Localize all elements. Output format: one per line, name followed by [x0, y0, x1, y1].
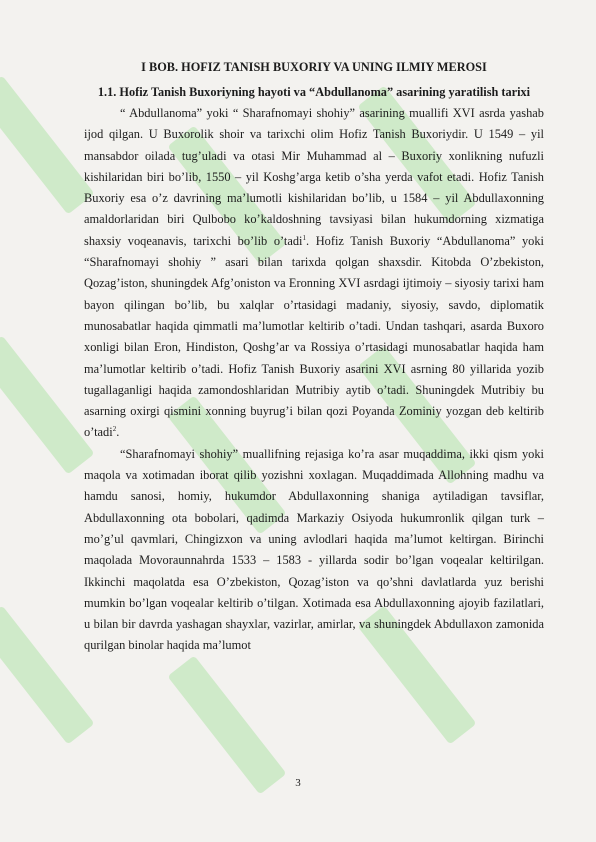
page-content [84, 58, 544, 657]
paragraph: “Sharafnomayi shohiy” muallifning rejasiga ko’ra asar muqaddima, ikki qism yoki maqola va xotimadan iborat qilib yozishni xoxlagan. Muqaddimada Allohning madhu va hamdu sanosi, homiy, hukumdor Abdullaxonning shaniga aytiladigan tavsiflar, Abdullaxonning ota bobolari, qadimda Markaziy Osiyoda hukumronlik qilgan turk – mo’g’ul qavmlari, Chingizxon va uning avlodlari haqida ma’lumot keltirgan. Birinchi maqolada Movoraunnahrda 1533 – 1583 - yillarda sodir bo’lgan voqealar keltirilgan. Ikkinchi maqolatda esa O’zbekiston, Qozag’iston va qo’shni davlatlarda yuz berishi mumkin bo’lgan voqealar keltirib o’tilgan. Xotimada esa Abdullaxonning ajoyib fazilatlari, u bilan bir davrda yashagan shayxlar, vazirlar, amirlar, va shuningdek Abdullaxon zamonida qurilgan binolar haqida ma’lumot [84, 446, 544, 653]
section-title: 1.1. Hofiz Tanish Buxoriyning hayoti va “Abdullanoma” asarining yaratilish tarixi [97, 85, 531, 99]
watermark-stripe [167, 655, 286, 794]
paragraph-text: “ Abdullanoma” yoki “ Sharafnomayi shohiy” asarining muallifi XVI asrda yashab ijod qilgan. U Buxorolik shoir va tarixchi olim Hofiz Tanish Buxoriydir. U 1549 – yil mansabdor oilada tug’uladi va otasi Mir Muhammad al – Buxoriy xonlikning nufuzli kishilaridan biri bo’lib, 1550 – yil Koshg’arga ketib o’sha yerda vafot etadi. Hofiz Tanish Buxoriy esa o’z davrining ma’lumotli kishilaridan bo’lib, u 1584 – yil Abdullaxonning amaldorlaridan biri Qulbobo ko’kaldoshning tavsiyasi bilan hukumdorning xizmatiga shaxsiy voqeanavis, tarixchi bo’lib o’tadi [84, 106, 544, 248]
watermark-stripe [0, 335, 95, 474]
watermark-stripe [0, 75, 95, 214]
paragraph-text: . Hofiz Tanish Buxoriy “Abdullanoma” yoki “Sharafnomayi shohiy ” asari bilan tarixda qolgan shaxsdir. Kitobda O’zbekiston, Qozag’iston, shuningdek Afg’oniston va Eronning XVI asrdagi ijtimoiy – siyosiy tarixi ham bayon qilingan bo’lib, bu xalqlar o’rtasidagi madaniy, siyosiy, savdo, diplomatik munosabatlar haqida qimmatli ma’lumotlar keltirib o’tadi. Undan tashqari, asarda Buxoro xonligi bilan Eron, Hindiston, Qoshg’ar va Rossiya o’rtasidagi munosabatlar haqida ham ma’lumotlar keltirib o’tadi. Hofiz Tanish Buxoriy asarini XVI asrning 80 yillarida yozib tugallaganligi haqida zamondoshlaridan Mutribiy aytib o’tadi. Shuningdek Mutribiy bu asarning oxirgi qismini xonning buyrug’i bilan qozi Poyanda Zominiy yozgan deb keltirib o’tadi [84, 233, 544, 440]
chapter-title: I BOB. HOFIZ TANISH BUXORIY VA UNING ILMIY MEROSI [141, 60, 487, 74]
watermark-stripe [0, 605, 95, 744]
footnote-ref[interactable]: 2 [112, 425, 117, 434]
footnote-ref[interactable]: 1 [302, 233, 306, 242]
paragraph-text: . [116, 425, 120, 440]
page-number: 3 [295, 777, 301, 789]
paragraph [84, 103, 544, 444]
